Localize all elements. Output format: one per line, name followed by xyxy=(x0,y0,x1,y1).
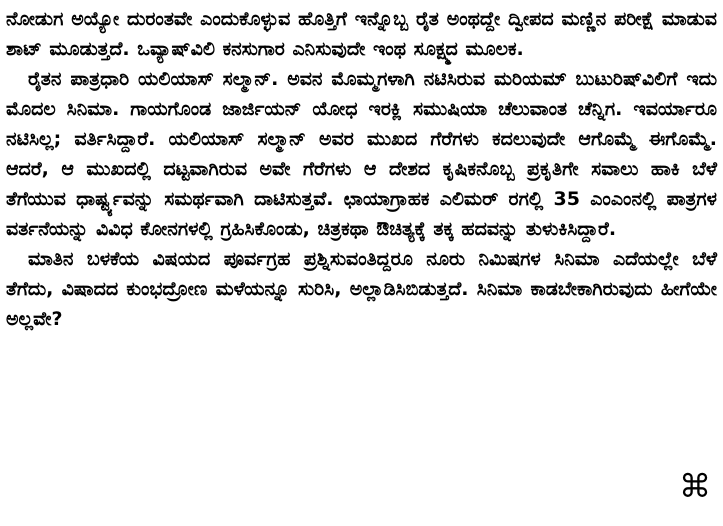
paragraph-1: ನೋಡುಗ ಅಯ್ಯೋ ದುರಂತವೇ ಎಂದುಕೊಳ್ಳುವ ಹೊತ್ತಿಗೆ ಇನ್ನೊಬ್ಬ ರೈತ ಅಂಥದ್ದೇ ದ್ವೀಪದ ಮಣ್ಣಿನ ಪರೀಕ್ಷೆ ಮಾಡುವ ಶಾಟ್ ಮೂಡುತ್ತದೆ. ಒವ್ಯಾಷ್‌ವಿಲಿ ಕನಸುಗಾರ ಎನಿಸುವುದೇ ಇಂಥ ಸೂಕ್ಷ್ಮದ ಮೂಲಕ. xyxy=(6,8,717,60)
end-of-article-icon: ⌘ xyxy=(679,467,711,505)
paragraph-3: ಮಾತಿನ ಬಳಕೆಯ ವಿಷಯದ ಪೂರ್ವಗ್ರಹ ಪ್ರಶ್ನಿಸುವಂತಿದ್ದರೂ ನೂರು ನಿಮಿಷಗಳ ಸಿನಿಮಾ ಎದೆಯಲ್ಲೇ ಬೆಳೆ ತೆಗೆದು, ವಿಷಾದದ ಕುಂಭದ್ರೋಣ ಮಳೆಯನ್ನೂ ಸುರಿಸಿ, ಅಲ್ಲಾಡಿಸಿಬಿಡುತ್ತದೆ. ಸಿನಿಮಾ ಕಾಡಬೇಕಾಗಿರುವುದು ಹೀಗೆಯೇ ಅಲ್ಲವೇ? xyxy=(6,248,717,330)
paragraph-2: ರೈತನ ಪಾತ್ರಧಾರಿ ಯಲಿಯಾಸ್ ಸಲ್ಮಾನ್. ಅವನ ಮೊಮ್ಮಗಳಾಗಿ ನಟಿಸಿರುವ ಮರಿಯಮ್ ಬುಟುರಿಷ್‌ವಿಲಿಗೆ ಇದು ಮೊದಲ ಸಿನಿಮಾ. ಗಾಯಗೊಂಡ ಜಾರ್ಜಿಯನ್ ಯೋಧ ಇರಕ್ಲಿ ಸಮುಷಿಯಾ ಚೆಲುವಾಂತ ಚೆನ್ನಿಗ. ಇವರ್ಯಾರೂ ನಟಿಸಿಲ್ಲ; ವರ್ತಿಸಿದ್ದಾರೆ. ಯಲಿಯಾಸ್ ಸಲ್ಮಾನ್ ಅವರ ಮುಖದ ಗೆರೆಗಳು ಕದಲುವುದೇ ಆಗೊಮ್ಮೆ ಈಗೊಮ್ಮೆ. ಆದರೆ, ಆ ಮುಖದಲ್ಲಿ ದಟ್ಟವಾಗಿರುವ ಅವೇ ಗೆರೆಗಳು ಆ ದೇಶದ ಕೃಷಿಕನೊಬ್ಬ ಪ್ರಕೃತಿಗೇ ಸವಾಲು ಹಾಕಿ ಬೆಳೆ ತೆಗೆಯುವ ಧಾರ್ಷ್ಟ್ಯವನ್ನು ಸಮರ್ಥವಾಗಿ ದಾಟಿಸುತ್ತವೆ. ಛಾಯಾಗ್ರಾಹಕ ಎಲಿಮರ್ ರಗಲ್ಲಿ 35 ಎಂಎಂನಲ್ಲಿ ಪಾತ್ರಗಳ ವರ್ತನೆಯನ್ನು ವಿವಿಧ ಕೋನಗಳಲ್ಲಿ ಗ್ರಹಿಸಿಕೊಂಡು, ಚಿತ್ರಕಥಾ ಔಚಿತ್ಯಕ್ಕೆ ತಕ್ಕ ಹದವನ್ನು ತುಳುಕಿಸಿದ್ದಾರೆ. xyxy=(6,68,717,240)
